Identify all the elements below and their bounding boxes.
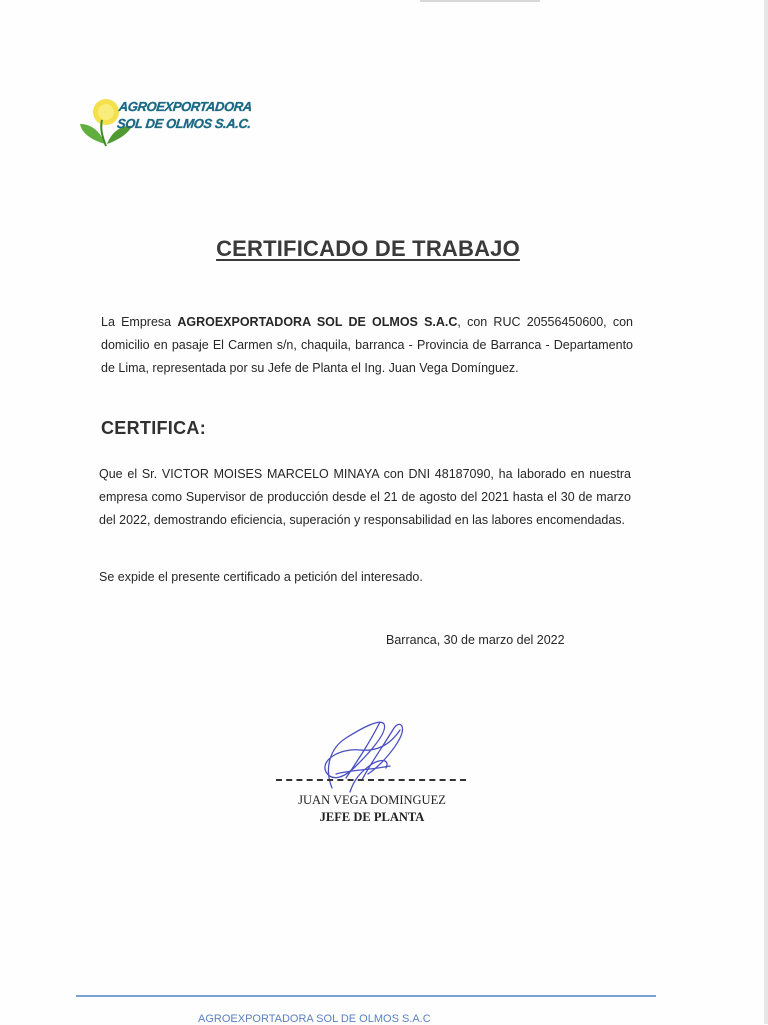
signature-line — [276, 779, 466, 781]
scan-edge — [764, 0, 768, 1024]
handwritten-signature — [310, 708, 420, 798]
signer-name: JUAN VEGA DOMINGUEZ — [298, 793, 446, 807]
expide-statement: Se expide el presente certificado a petición del interesado. — [99, 570, 423, 584]
footer-company-name: AGROEXPORTADORA SOL DE OLMOS S.A.C — [198, 1013, 431, 1025]
intro-prefix: La Empresa — [101, 315, 178, 329]
intro-rest: , con RUC 20556450600, con domicilio en pasaje El Carmen s/n, chaquila, barranca - Provincia de Barranca - Departamento de Lima, representada por su Jefe de Planta el Ing. Juan Vega Domínguez. — [101, 315, 633, 375]
logo-line-1: AGROEXPORTADORA — [118, 99, 253, 114]
footer-divider — [76, 995, 656, 997]
company-name: AGROEXPORTADORA SOL DE OLMOS S.A.C — [177, 315, 458, 329]
place-date: Barranca, 30 de marzo del 2022 — [386, 633, 565, 647]
scan-edge-top — [420, 0, 540, 2]
company-logo — [78, 90, 268, 154]
logo-line-2: SOL DE OLMOS S.A.C. — [116, 116, 252, 131]
signer-role: JEFE DE PLANTA — [319, 810, 425, 824]
certification-body: Que el Sr. VICTOR MOISES MARCELO MINAYA con DNI 48187090, ha laborado en nuestra empresa como Supervisor de producción desde el 21 de agosto del 2021 hasta el 30 de marzo del 2022, demostrando eficiencia, superación y responsabilidad en las labores encomendadas. — [99, 467, 631, 527]
certifica-heading: CERTIFICA: — [101, 418, 206, 438]
logo-wordmark — [116, 98, 270, 132]
intro-paragraph — [101, 311, 633, 380]
document-title: CERTIFICADO DE TRABAJO — [216, 236, 520, 261]
